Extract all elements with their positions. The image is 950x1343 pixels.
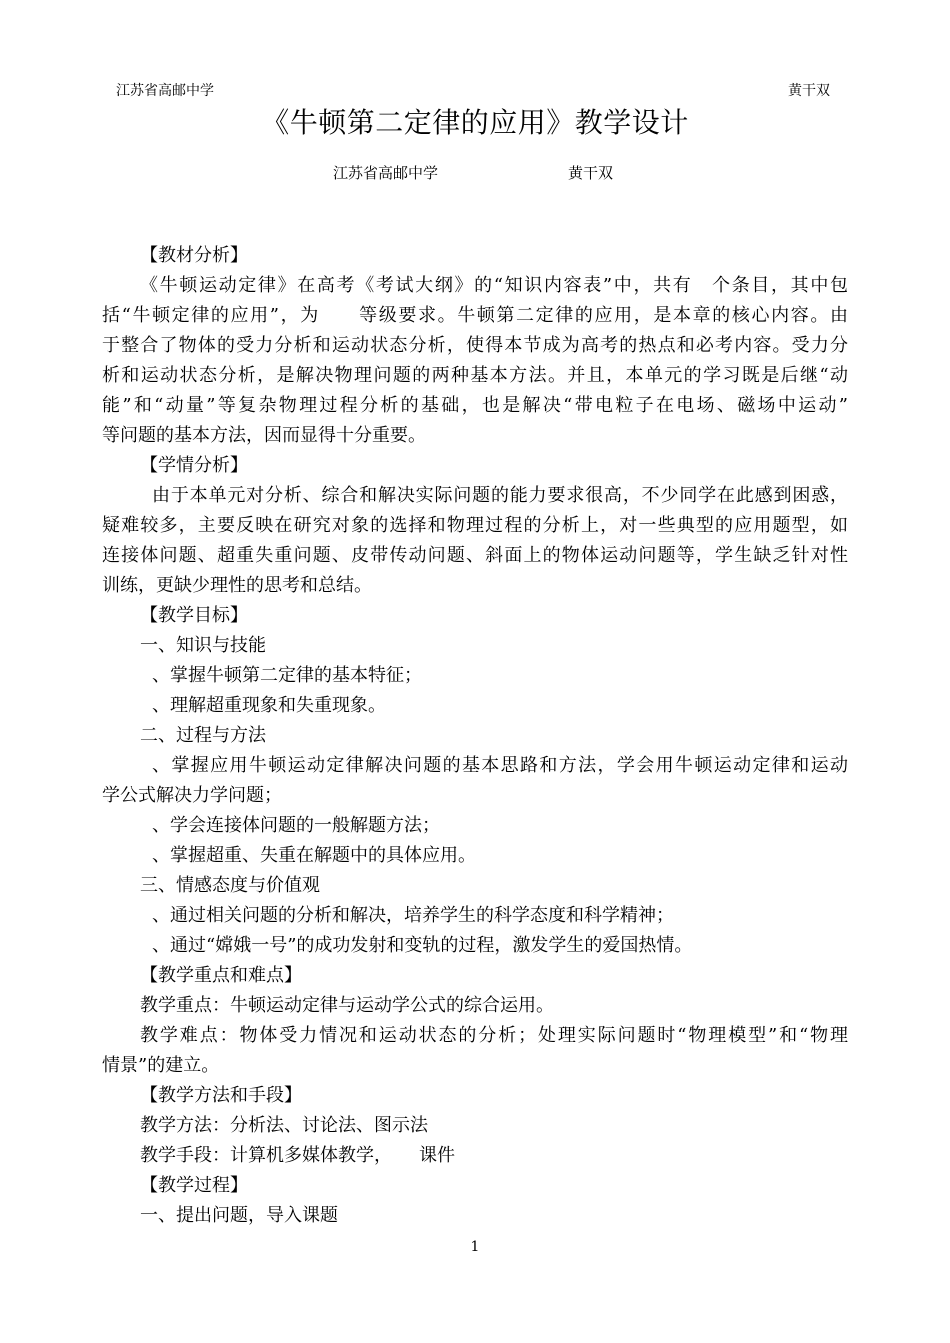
author-name: 黄干双 [568,164,614,182]
author-school: 江苏省高邮中学 [333,164,439,182]
list-item: 、掌握牛顿第二定律的基本特征； [152,665,422,686]
list-item: 、学会连接体问题的一般解题方法； [152,815,440,836]
list-item-continuation: 学公式解决力学问题； [102,785,282,806]
section-heading-process: 【教学过程】 [140,1175,248,1196]
list-item: 、理解超重现象和失重现象。 [152,695,386,716]
document-title: 《牛顿第二定律的应用》教学设计 [261,106,689,139]
paragraph-line: 析和运动状态分析，是解决物理问题的两种基本方法。并且，本单元的学习既是后继“动 [102,365,848,386]
paragraph-line: 由于本单元对分析、综合和解决实际问题的能力要求很高，不少同学在此感到困惑， [152,485,848,506]
method-line: 教学方法：分析法、讨论法、图示法 [140,1115,428,1136]
page-number: 1 [470,1239,480,1255]
subheading-attitude-values: 三、情感态度与价值观 [140,875,320,896]
list-item: 、通过“嫦娥一号”的成功发射和变轨的过程，激发学生的爱国热情。 [152,935,693,956]
header-school: 江苏省高邮中学 [116,83,214,99]
means-line: 教学手段：计算机多媒体教学， 课件 [140,1145,455,1166]
section-heading-student-analysis: 【学情分析】 [140,455,248,476]
list-item: 、通过相关问题的分析和解决，培养学生的科学态度和科学精神； [152,905,674,926]
paragraph-line: 于整合了物体的受力分析和运动状态分析，使得本节成为高考的热点和必考内容。受力分 [102,335,848,356]
header-author: 黄干双 [788,83,830,99]
list-item: 、掌握应用牛顿运动定律解决问题的基本思路和方法，学会用牛顿运动定律和运动 [152,755,848,776]
section-heading-methods: 【教学方法和手段】 [140,1085,302,1106]
paragraph-line: 能”和“动量”等复杂物理过程分析的基础，也是解决“带电粒子在电场、磁场中运动” [102,395,848,416]
difficult-point-continuation: 情景”的建立。 [102,1055,220,1076]
paragraph-line: 连接体问题、超重失重问题、皮带传动问题、斜面上的物体运动问题等，学生缺乏针对性 [102,545,848,566]
key-point-line: 教学重点：牛顿运动定律与运动学公式的综合运用。 [140,995,554,1016]
section-heading-teaching-goals: 【教学目标】 [140,605,248,626]
document-body [102,241,848,1231]
process-step-line: 一、提出问题，导入课题 [140,1205,338,1226]
section-heading-material-analysis: 【教材分析】 [140,245,248,266]
paragraph-line: 训练，更缺少理性的思考和总结。 [102,575,372,596]
list-item: 、掌握超重、失重在解题中的具体应用。 [152,845,476,866]
paragraph-line: 疑难较多，主要反映在研究对象的选择和物理过程的分析上，对一些典型的应用题型，如 [102,515,848,536]
subheading-knowledge-skills: 一、知识与技能 [140,635,266,656]
paragraph-line: 括“牛顿定律的应用”，为 等级要求。牛顿第二定律的应用，是本章的核心内容。由 [102,305,848,326]
section-heading-key-points: 【教学重点和难点】 [140,965,302,986]
paragraph-line: 等问题的基本方法，因而显得十分重要。 [102,425,426,446]
difficult-point-line: 教学难点：物体受力情况和运动状态的分析；处理实际问题时“物理模型”和“物理 [140,1025,848,1046]
paragraph-line: 《牛顿运动定律》在高考《考试大纲》的“知识内容表”中，共有 个条目，其中包 [140,275,848,296]
subheading-process-method: 二、过程与方法 [140,725,266,746]
